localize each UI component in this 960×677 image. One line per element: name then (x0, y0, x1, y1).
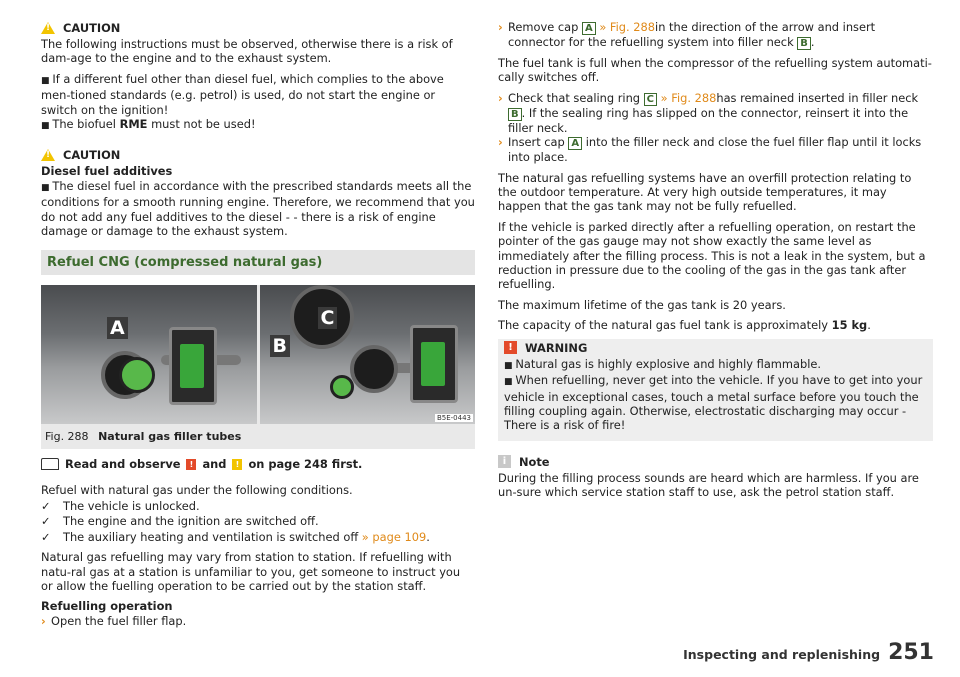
caution-title: CAUTION (63, 21, 121, 35)
paragraph: If the vehicle is parked directly after a refuelling operation, on restart the pointer of the gas gauge may not show exactly the same level as immediately after the filling process. This is not a leak in the system, but a reduction in pressure due to the cooling of the gas in the gas tank after refuelling. (498, 219, 926, 292)
check-icon: ✓ (41, 514, 51, 529)
section-title: Refuel CNG (compressed natural gas) (41, 250, 475, 275)
paragraph: The maximum lifetime of the gas tank is 20 years. (498, 297, 786, 312)
fig-link[interactable]: » Fig. 288 (599, 20, 656, 34)
photo-filler-neck (260, 285, 476, 424)
paragraph: Natural gas refuelling may vary from station to station. If refuelling with natu-ral gas at a station is unfamiliar to you, get someone to instruct you or allow the fuelling operation to be carried out by the station staff. (41, 550, 461, 593)
warning-bullet: ■ When refuelling, never get into the vehicle. If you have to get into your vehicle in exceptional cases, touch a metal surface before you touch the filling coupling again. Otherwise, electrostatic discharging may occur - There is a risk of fire! (504, 373, 927, 433)
warning-bullet: ■ Natural gas is highly explosive and highly flammable. (504, 357, 927, 373)
photo-cap-removal (41, 285, 257, 424)
check-icon: ✓ (41, 498, 51, 513)
fig-link[interactable]: » Fig. 288 (660, 90, 717, 105)
caution-title: CAUTION (63, 148, 121, 163)
read-and-observe: Read and observe ! and ! on page 248 first. (41, 457, 475, 471)
label-c: C (318, 307, 338, 329)
caution-bullet: ■ If a different fuel other than diesel fuel, which complies to the above men-tioned standards (e.g. petrol) is used, do not start the engine or switch on the ignition! (41, 72, 475, 117)
checklist-item: ✓ The vehicle is unlocked. (41, 498, 200, 513)
figure-288 (41, 285, 475, 449)
note-text: During the filling process sounds are heard which are harmless. If you are un-sure which service station staff to use, ask the petrol station staff. (498, 470, 919, 500)
warning-icon: ! (186, 459, 196, 470)
info-icon: i (498, 455, 511, 468)
caution-icon: ! (232, 459, 242, 470)
arrow-icon: › (498, 90, 503, 105)
right-column (498, 20, 933, 506)
step-item: › Open the fuel filler flap. (41, 613, 187, 628)
footer-section: Inspecting and replenishing (683, 647, 881, 662)
refuelling-heading: Refuelling operation (41, 599, 173, 614)
checklist-item: ✓ The auxiliary heating and ventilation is switched off » page 109. (41, 529, 430, 544)
label-b: B (270, 335, 290, 357)
page-footer (683, 640, 934, 665)
caution-bullet: ■ The diesel fuel in accordance with the prescribed standards meets all the conditions for a smooth running engine. Therefore, we recommend that you do not add any fuel additives to the diesel - - there is a risk of engine damage or damage to the exhaust system. (41, 179, 475, 239)
warning-box (498, 339, 933, 441)
page-link[interactable]: » page 109 (361, 529, 427, 544)
caution-box-2 (41, 147, 475, 238)
caution-box-1 (41, 20, 475, 133)
check-icon: ✓ (41, 529, 51, 544)
caution-bullet: ■ The biofuel RME must not be used! (41, 117, 475, 133)
note-title: Note (519, 454, 550, 469)
paragraph: The capacity of the natural gas fuel tank is approximately 15 kg. (498, 318, 871, 333)
arrow-icon: › (498, 135, 503, 150)
caution-intro: The following instructions must be observed, otherwise there is a risk of dam-age to the engine and to the exhaust system. (41, 37, 453, 66)
paragraph: The natural gas refuelling systems have an overfill protection relating to the outdoor temperature. At very high outside temperatures, it may happen that the gas tank may not be fully refuelled. (498, 170, 912, 214)
caution-icon (41, 22, 55, 34)
image-code: B5E-0443 (436, 414, 471, 423)
caution-icon (41, 149, 55, 161)
caution-subtitle: Diesel fuel additives (41, 164, 173, 179)
figure-caption: Fig. 288 Natural gas filler tubes (45, 430, 242, 444)
arrow-icon: › (498, 20, 503, 34)
warning-icon: ! (504, 341, 517, 354)
checklist-item: ✓ The engine and the ignition are switched off. (41, 514, 319, 529)
warning-title: WARNING (525, 340, 588, 355)
paragraph: The fuel tank is full when the compressor of the refuelling system automati-cally switches off. (498, 56, 932, 85)
step-item: › Check that sealing ring C » Fig. 288has remained inserted in filler neck B . If the sealing ring has slipped on the connector, reinsert it into the filler neck. (498, 90, 919, 135)
page-number: 251 (888, 640, 934, 665)
book-icon (41, 458, 59, 470)
conditions-intro: Refuel with natural gas under the following conditions. (41, 483, 353, 498)
step-item: › Remove cap A » Fig. 288in the direction of the arrow and insert connector for the refuelling system into filler neck B . (498, 20, 876, 49)
step-item: › Insert cap A into the filler neck and close the fuel filler flap until it locks into place. (498, 135, 922, 165)
label-a: A (107, 317, 128, 339)
left-column (41, 20, 475, 634)
note-header (498, 455, 933, 469)
arrow-icon: › (41, 613, 46, 628)
